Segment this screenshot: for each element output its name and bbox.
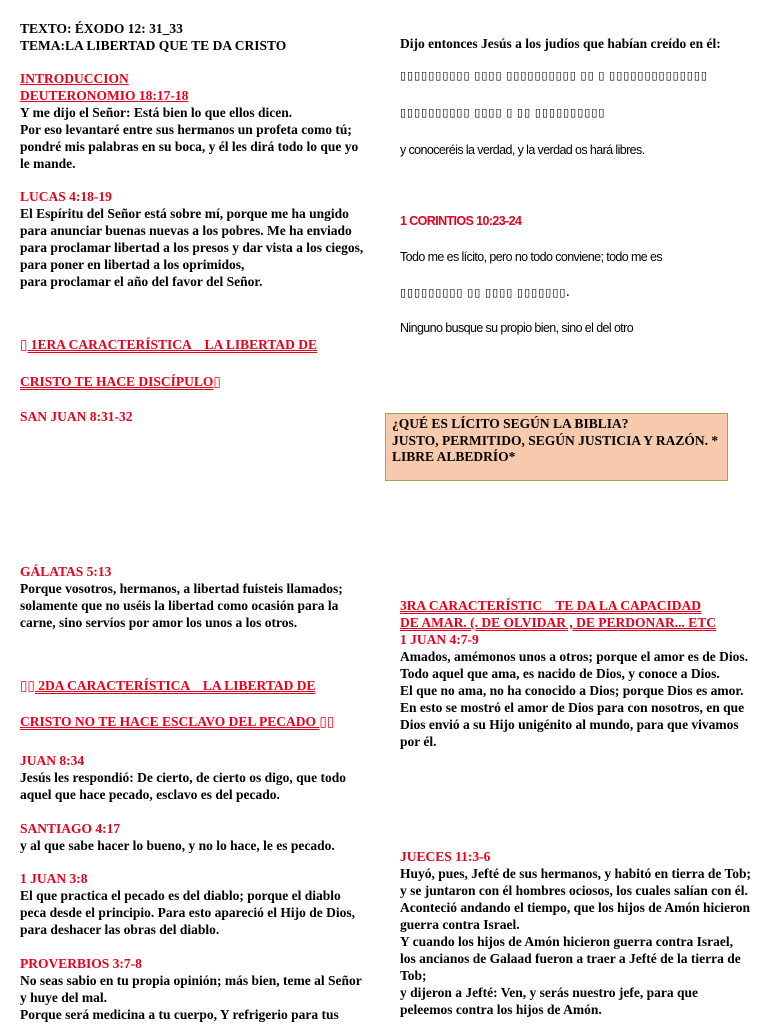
galatas-reference: GÁLATAS 5:13 [20,564,112,579]
juan-8-34-reference: JUAN 8:34 [20,753,85,768]
1-juan-4-7-text: Amados, amémonos unos a otros; porque el amor es de Dios. Todo aquel que ama, es nacido de Dios, y conoce a Dios. El que no ama, no ha conocido a Dios; porque Dios es amor. En esto se mostró el amor de Dios para con nosotros, en que Dios envió a su Hijo unigénito al mundo, para que vivamos por él. [400,649,749,749]
1-juan-3-8-text: El que practica el pecado es del diablo; porque el diablo peca desde el principio. Para esto apareció el Hijo de Dios, para deshacer las obras del diablo. [20,888,355,937]
corintios-text-1: Todo me es lícito, pero no todo conviene; todo me es [400,250,663,264]
header-texto: TEXTO: ÉXODO 12: 31_33 [20,21,183,36]
san-juan-reference: SAN JUAN 8:31-32 [20,409,133,424]
deut-reference: DEUTERONOMIO 18:17-18 [20,88,189,103]
characteristic-1-line-2: CRISTO TE HACE DISCÍPULO▯ [20,374,221,389]
garbled-verse-line-2: ▯▯▯▯▯▯▯▯▯▯ ▯▯▯▯ ▯ ▯▯ ▯▯▯▯▯▯▯▯▯▯ [400,107,606,119]
1-juan-3-8-reference: 1 JUAN 3:8 [20,871,88,886]
verdad-line: y conoceréis la verdad, y la verdad os hará libres. [400,143,645,157]
lucas-text: El Espíritu del Señor está sobre mí, porque me ha ungido para anunciar buenas nuevas a los pobres. Me ha enviado para proclamar libertad a los presos y dar vista a los ciegos, para poner en libertad a los oprimidos, para proclamar el año del favor del Señor. [20,206,364,289]
header-tema: TEMA:LA LIBERTAD QUE TE DA CRISTO [20,38,287,53]
intro-heading: INTRODUCCION [20,71,129,86]
deut-text: Y me dijo el Señor: Está bien lo que ellos dicen. Por eso levantaré entre sus hermanos un profeta como tú; pondré mis palabras en su boca, y él les dirá todo lo que yo le mande. [20,105,359,171]
dijo-jesus-line: Dijo entonces Jesús a los judíos que habían creído en él: [400,36,721,51]
santiago-text: y al que sabe hacer lo bueno, y no lo hace, le es pecado. [20,838,335,853]
garbled-verse-line-1: ▯▯▯▯▯▯▯▯▯▯ ▯▯▯▯ ▯▯▯▯▯▯▯▯▯▯ ▯▯ ▯ ▯▯▯▯▯▯▯▯▯▯▯▯▯▯ [400,70,708,82]
characteristic-1-line-1: ▯ 1ERA CARACTERÍSTICA _ LA LIBERTAD DE [20,337,318,352]
characteristic-2-line-2: CRISTO NO TE HACE ESCLAVO DEL PECADO ▯▯ [20,714,335,729]
jueces-text: Huyó, pues, Jefté de sus hermanos, y habitó en tierra de Tob; y se juntaron con él hombres ociosos, los cuales salían con él. Aconteció andando el tiempo, que los hijos de Amón hicieron guerra contra Israel. Y cuando los hijos de Amón hicieron guerra contra Israel, los ancianos de Galaad fueron a traer a Jefté de la tierra de Tob; y dijeron a Jefté: Ven, y serás nuestro jefe, para que peleemos contra los hijos de Amón. [400,866,752,1017]
box-line-2: JUSTO, PERMITIDO, SEGÚN JUSTICIA Y RAZÓN. * [392,432,719,448]
corintios-text-2: Ninguno busque su propio bien, sino el del otro [400,321,634,335]
box-line-1: ¿QUÉ ES LÍCITO SEGÚN LA BIBLIA? [392,416,629,431]
corintios-reference: 1 CORINTIOS 10:23-24 [400,214,522,228]
jueces-reference: JUECES 11:3-6 [400,849,491,864]
santiago-reference: SANTIAGO 4:17 [20,821,121,836]
box-line-3: LIBRE ALBEDRÍO* [392,449,516,464]
characteristic-3-line-1: 3RA CARACTERÍSTIC _ TE DA LA CAPACIDAD [400,598,702,613]
characteristic-3-line-2: DE AMAR. (. DE OLVIDAR , DE PERDONAR... ETC [400,615,717,630]
lucas-reference: LUCAS 4:18-19 [20,189,112,204]
proverbios-reference: PROVERBIOS 3:7-8 [20,956,142,971]
juan-8-34-text: Jesús les respondió: De cierto, de cierto os digo, que todo aquel que hace pecado, esclavo es del pecado. [20,770,346,802]
1-juan-4-7-reference: 1 JUAN 4:7-9 [400,632,479,647]
galatas-text: Porque vosotros, hermanos, a libertad fuisteis llamados; solamente que no uséis la libertad como ocasión para la carne, sino servíos por amor los unos a los otros. [20,581,343,630]
proverbios-text: No seas sabio en tu propia opinión; más bien, teme al Señor y huye del mal. Porque será medicina a tu cuerpo, Y refrigerio para tus [20,973,362,1022]
characteristic-2-line-1: ▯▯ 2DA CARACTERÍSTICA _ LA LIBERTAD DE [20,678,316,693]
corintios-garbled-line: ▯▯▯▯▯▯▯▯▯ ▯▯ ▯▯▯▯ ▯▯▯▯▯▯▯. [400,287,571,299]
licito-box [385,413,728,481]
